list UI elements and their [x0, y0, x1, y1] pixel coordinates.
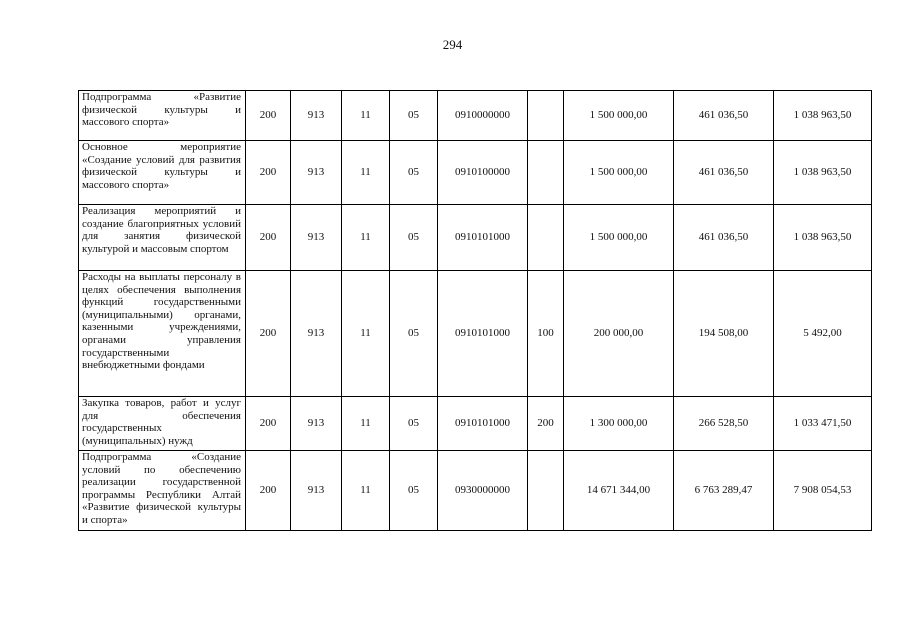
table-row [79, 91, 872, 141]
page-number: 294 [442, 37, 463, 52]
row-admin-code-cell: 200 [246, 141, 291, 205]
row-planned-amount-cell: 1 300 000,00 [564, 397, 674, 451]
row-section-cell: 11 [342, 397, 390, 451]
row-expense-type-cell: 200 [528, 397, 564, 451]
row-name-cell: Основное мероприятие «Создание условий для развития физической культуры и массового спорта» [79, 141, 246, 205]
row-section-cell: 11 [342, 91, 390, 141]
row-name-cell: Реализация мероприятий и создание благоприятных условий для занятия физической культурой и массовым спортом [79, 205, 246, 271]
row-executed-amount-cell: 266 528,50 [674, 397, 774, 451]
row-remaining-amount-cell: 5 492,00 [774, 271, 872, 397]
row-expense-type-cell [528, 91, 564, 141]
row-name-cell: Расходы на выплаты персоналу в целях обеспечения выполнения функций государственными (муниципальными) органами, казенными учреждениями, органами управления государственными внебюджетными фондами [79, 271, 246, 397]
row-name-cell: Закупка товаров, работ и услуг для обеспечения государственных (муниципальных) нужд [79, 397, 246, 451]
row-admin-code-cell: 200 [246, 91, 291, 141]
row-subsection-cell: 05 [390, 397, 438, 451]
row-target-article-cell: 0910100000 [438, 141, 528, 205]
row-target-article-cell: 0910000000 [438, 91, 528, 141]
row-remaining-amount-cell: 1 038 963,50 [774, 91, 872, 141]
row-remaining-amount-cell: 1 038 963,50 [774, 205, 872, 271]
row-expense-type-cell: 100 [528, 271, 564, 397]
row-executed-amount-cell: 461 036,50 [674, 141, 774, 205]
table-row [79, 451, 872, 531]
row-name-cell: Подпрограмма «Развитие физической культуры и массового спорта» [79, 91, 246, 141]
row-executed-amount-cell: 461 036,50 [674, 91, 774, 141]
row-executed-amount-cell: 194 508,00 [674, 271, 774, 397]
row-admin-code-cell: 200 [246, 397, 291, 451]
row-target-article-cell: 0930000000 [438, 451, 528, 531]
row-planned-amount-cell: 200 000,00 [564, 271, 674, 397]
row-subsection-cell: 05 [390, 271, 438, 397]
row-subsection-cell: 05 [390, 451, 438, 531]
row-planned-amount-cell: 1 500 000,00 [564, 141, 674, 205]
budget-table [78, 90, 872, 531]
row-section-cell: 11 [342, 451, 390, 531]
table-row [79, 271, 872, 397]
row-subsection-cell: 05 [390, 91, 438, 141]
row-target-article-cell: 0910101000 [438, 205, 528, 271]
row-planned-amount-cell: 1 500 000,00 [564, 205, 674, 271]
row-planned-amount-cell: 1 500 000,00 [564, 91, 674, 141]
row-subsection-cell: 05 [390, 141, 438, 205]
row-grbs-code-cell: 913 [291, 141, 342, 205]
row-section-cell: 11 [342, 141, 390, 205]
row-target-article-cell: 0910101000 [438, 271, 528, 397]
row-expense-type-cell [528, 205, 564, 271]
row-remaining-amount-cell: 1 038 963,50 [774, 141, 872, 205]
row-admin-code-cell: 200 [246, 271, 291, 397]
row-grbs-code-cell: 913 [291, 91, 342, 141]
row-section-cell: 11 [342, 271, 390, 397]
row-grbs-code-cell: 913 [291, 397, 342, 451]
row-target-article-cell: 0910101000 [438, 397, 528, 451]
row-admin-code-cell: 200 [246, 205, 291, 271]
budget-table-body [79, 91, 872, 531]
row-expense-type-cell [528, 141, 564, 205]
table-row [79, 397, 872, 451]
row-remaining-amount-cell: 7 908 054,53 [774, 451, 872, 531]
row-planned-amount-cell: 14 671 344,00 [564, 451, 674, 531]
row-executed-amount-cell: 461 036,50 [674, 205, 774, 271]
row-grbs-code-cell: 913 [291, 205, 342, 271]
row-name-cell: Подпрограмма «Создание условий по обеспечению реализации государственной программы Республики Алтай «Развитие физической культуры и спорта» [79, 451, 246, 531]
table-row [79, 205, 872, 271]
row-admin-code-cell: 200 [246, 451, 291, 531]
row-remaining-amount-cell: 1 033 471,50 [774, 397, 872, 451]
table-row [79, 141, 872, 205]
row-section-cell: 11 [342, 205, 390, 271]
row-executed-amount-cell: 6 763 289,47 [674, 451, 774, 531]
row-expense-type-cell [528, 451, 564, 531]
row-subsection-cell: 05 [390, 205, 438, 271]
row-grbs-code-cell: 913 [291, 451, 342, 531]
row-grbs-code-cell: 913 [291, 271, 342, 397]
